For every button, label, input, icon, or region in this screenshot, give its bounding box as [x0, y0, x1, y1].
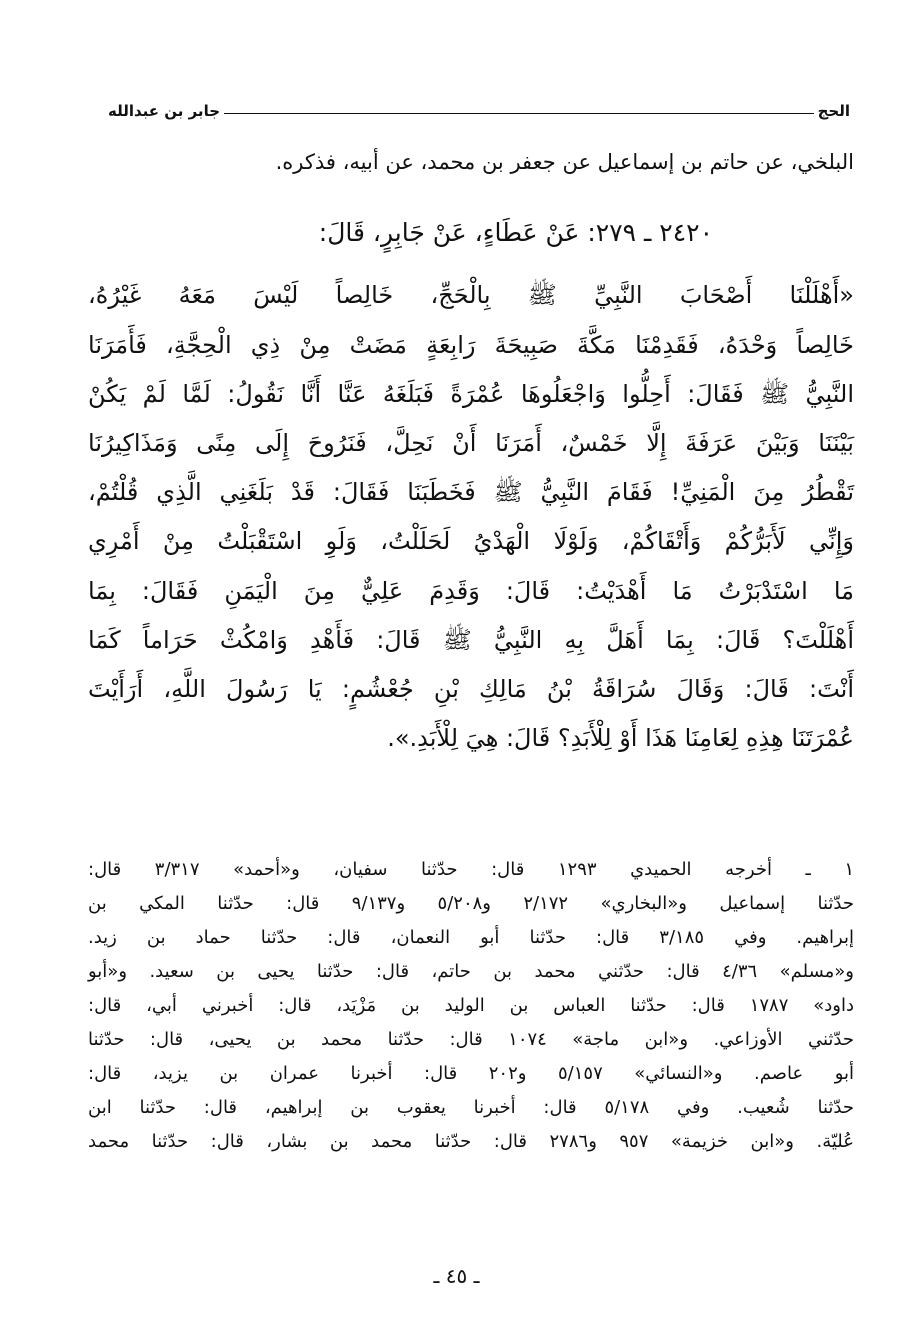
running-header [108, 94, 850, 120]
hadith-line: بَيْنَنَا وَبَيْنَ عَرَفَةَ إِلَّا خَمْسٌ، أَمَرَنَا أَنْ نَحِلَّ، فَنَرُوحَ إِلَى مِنًى وَمَذَاكِيرُنَا [88, 429, 854, 457]
footnote-line: أبو عاصم. و«النسائي» ٥/١٥٧ و٢٠٢ قال: أخبرنا عمران بن يزيد، قال: [88, 1063, 855, 1084]
hadith-line: أَهْلَلْتَ؟ قَالَ: بِمَا أَهَلَّ بِهِ النَّبِيُّ ﷺ قَالَ: فَأَهْدِ وَامْكُثْ حَرَاماً كَمَا [88, 626, 854, 654]
footnote-line: حدّثنا إسماعيل و«البخاري» ٢/١٧٢ و٥/٢٠٨ و٩/١٣٧ قال: حدّثنا المكي بن [88, 893, 854, 914]
hadith-line: مَا اسْتَدْبَرْتُ مَا أَهْدَيْتُ: قَالَ: وَقَدِمَ عَلِيٌّ مِنَ الْيَمَنِ فَقَالَ: بِمَا [88, 577, 854, 605]
intro-line: البلخي، عن حاتم بن إسماعيل عن جعفر بن محمد، عن أبيه، فذكره. [275, 150, 854, 174]
page-number: ـ ٤٥ ـ [433, 1264, 480, 1288]
hadith-line: النَّبِيُّ ﷺ فَقَالَ: أَحِلُّوا وَاجْعَلُوهَا عُمْرَةً فَبَلَغَهُ عَنَّا أَنَّا نَقُولُ: لَمَّا لَمْ يَكُنْ [88, 380, 854, 408]
footnote-line: حدّثنا شُعيب. وفي ٥/١٧٨ قال: أخبرنا يعقوب بن إبراهيم، قال: حدّثنا ابن [88, 1097, 854, 1118]
footnote-line: داود» ١٧٨٧ قال: حدّثنا العباس بن الوليد بن مَزْيَد، قال: أخبرني أبي، قال: [88, 995, 854, 1016]
hadith-line: عُمْرَتَنَا هِذِهِ لِعَامِنَا هَذَا أَوْ لِلْأَبَدِ؟ قَالَ: هِيَ لِلْأَبَدِ.». [387, 724, 854, 752]
header-rule [224, 113, 814, 114]
footnote-line: حدّثني الأوزاعي. و«ابن ماجة» ١٠٧٤ قال: حدّثنا محمد بن يحيى، قال: حدّثنا [88, 1029, 855, 1050]
header-chapter-title: الحج [817, 102, 850, 120]
hadith-line: خَالِصاً وَحْدَهُ، فَقَدِمْنَا مَكَّةَ صَبِيحَةَ رَابِعَةٍ مَضَتْ مِنْ ذِي الْحِجَّةِ، فَأَمَرَنَا [88, 331, 854, 359]
hadith-line: تَقْطُرُ مِنَ الْمَنِيِّ! فَقَامَ النَّبِيُّ ﷺ فَخَطَبَنَا فَقَالَ: قَدْ بَلَغَنِي الَّذِي قُلْتُمْ، [88, 478, 854, 506]
footnote-line: إبراهيم. وفي ٣/١٨٥ قال: حدّثنا أبو النعمان، قال: حدّثنا حماد بن زيد. [88, 927, 855, 948]
footnote-line: و«مسلم» ٤/٣٦ قال: حدّثني محمد بن حاتم، قال: حدّثنا يحيى بن سعيد. و«أبو [88, 961, 854, 982]
header-narrator-title: جابر بن عبدالله [108, 102, 221, 120]
hadith-heading: ٢٤٢٠ ـ ٢٧٩: عَنْ عَطَاءٍ، عَنْ جَابِرٍ، قَالَ: [318, 218, 713, 247]
hadith-line: أَنْتَ: قَالَ: وَقَالَ سُرَاقَةُ بْنُ مَالِكِ بْنِ جُعْشُمٍ: يَا رَسُولَ اللَّهِ، أَرَأَيْتَ [88, 675, 854, 703]
hadith-line: «أَهْلَلْنَا أَصْحَابَ النَّبِيِّ ﷺ بِالْحَجِّ، خَالِصاً لَيْسَ مَعَهُ غَيْرُهُ، [88, 281, 854, 309]
footnote-line: عُليّة. و«ابن خزيمة» ٩٥٧ و٢٧٨٦ قال: حدّثنا محمد بن بشار، قال: حدّثنا محمد [88, 1131, 854, 1152]
footnote-line: ١ ـ أخرجه الحميدي ١٢٩٣ قال: حدّثنا سفيان، و«أحمد» ٣/٣١٧ قال: [88, 859, 854, 880]
hadith-line: وَإِنِّي لَأَبَرُّكُمْ وَأَتْقَاكُمْ، وَلَوْلَا الْهَدْيُ لَحَلَلْتُ، وَلَوِ اسْتَقْبَلْتُ مِنْ أَمْرِي [88, 527, 854, 555]
